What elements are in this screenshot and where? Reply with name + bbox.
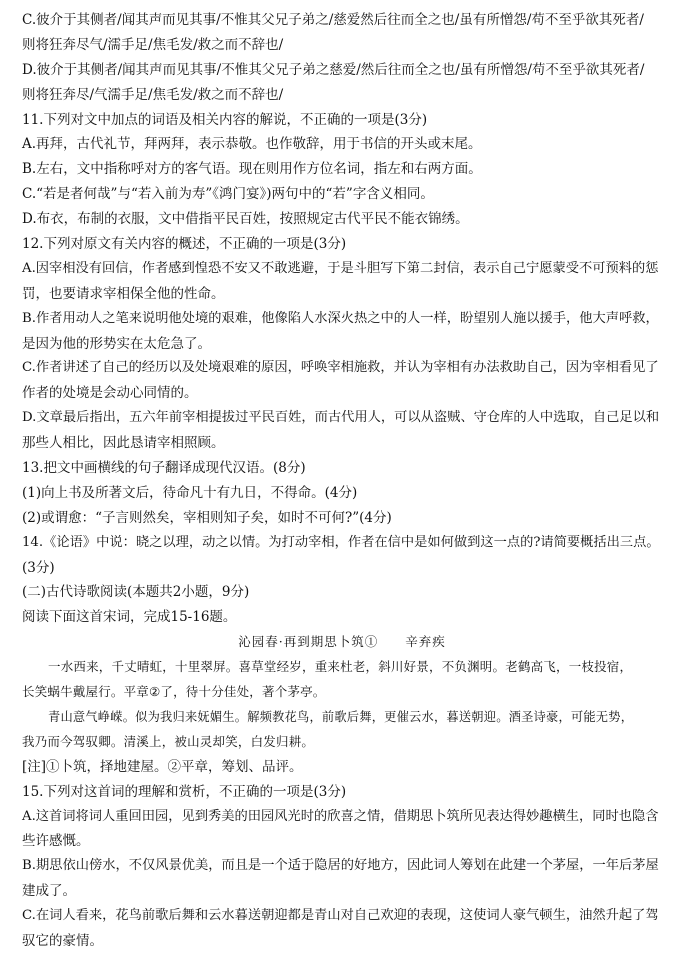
q15-option-c-line-1: C.在词人看来，花鸟前歌后舞和云水暮送朝迎都是青山对自己欢迎的表现，这使词人豪气顿生，油然升起了驾 [22,908,659,924]
question-14-stem: 14.《论语》中说：晓之以理，动之以情。为打动宰相，作者在信中是如何做到这一点的?请简要概括出三点。 [22,534,660,550]
q12-option-b-line-1: B.作者用动人之笔来说明他处境的艰难，他像陷人水深火热之中的人一样，盼望别人施以援手，他大声呼救， [22,310,659,326]
q12-option-a-line-1: A.因宰相没有回信，作者感到惶恐不安又不敢逃避，于是斗胆写下第二封信，表示自己宁愿蒙受不可预料的惩 [22,260,659,276]
q13-part-1: (1)向上书及所著文后，待命凡十有九日，不得命。(4分) [22,484,358,501]
q12-option-a-line-2: 罚，也要请求宰相保全他的性命。 [22,285,225,302]
section-heading-poetry: (二)古代诗歌阅读(本题共2小题，9分) [22,584,250,601]
q12-option-d-line-2: 那些人相比，因此恳请宰相照顾。 [22,435,225,452]
poem-stanza-2-line-1: 青山意气峥嵘。似为我归来妩媚生。解频教花鸟，前歌后舞，更催云水，暮送朝迎。酒圣诗豪，可能无势， [48,709,634,724]
question-13-stem: 13.把文中画横线的句子翻译成现代汉语。(8分) [22,460,306,477]
poem-title: 沁园春·再到期思卜筑① 辛弃疾 [238,634,446,650]
option-c-line-1: C.彼介于其侧者/闻其声而见其事/不惟其父兄子弟之/慈爱然后往而全之也/虽有所憎怨/苟不至乎欲其死者/ [22,12,644,28]
q15-option-a-line-2: 些许感慨。 [22,833,90,850]
q12-option-c-line-1: C.作者讲述了自己的经历以及处境艰难的原因，呼唤宰相施救，并认为宰相有办法救助自己，因为宰相看见了 [22,360,659,376]
q11-option-c: C.“若是者何哉”与“若入前为寿”《鸿门宴》)两句中的“若”字含义相同。 [22,186,434,203]
option-d-line-2: 则将狂奔尽/气濡手足/焦毛发/救之而不辞也/ [22,86,284,103]
q12-option-b-line-2: 是因为他的形势实在太危急了。 [22,335,211,352]
question-12-stem: 12.下列对原文有关内容的概述，不正确的一项是(3分) [22,236,347,253]
q13-part-2: (2)或谓愈：“子言则然矣，宰相则知子矣，如时不可何?”(4分) [22,509,392,526]
poem-notes: [注]①卜筑，择地建屋。②平章，筹划、品评。 [22,758,303,775]
question-14-points: (3分) [22,559,55,576]
q15-option-c-line-2: 驭它的豪情。 [22,932,103,949]
q11-option-b: B.左右，文中指称呼对方的客气语。现在则用作方位名词，指左和右两方面。 [22,161,482,178]
poetry-instruction: 阅读下面这首宋词，完成15-16题。 [22,609,237,626]
option-c-line-2: 则将狂奔尽气/濡手足/焦毛发/救之而不辞也/ [22,36,284,53]
q11-option-a: A.再拜，古代礼节，拜两拜，表示恭敬。也作敬辞，用于书信的开头或末尾。 [22,136,482,153]
option-d-line-1: D.彼介于其侧者/闻其声而见其事/不惟其父兄子弟之慈爱/然后往而全之也/虽有所憎怨/苟不至乎欲其死者/ [22,61,645,78]
q11-option-d: D.布衣，布制的衣服，文中借指平民百姓，按照规定古代平民不能衣锦绣。 [22,211,469,228]
poem-stanza-1-line-2: 长笑蜗牛戴屋行。平章②了，待十分佳处，著个茅亭。 [22,684,326,700]
question-15-stem: 15.下列对这首词的理解和赏析，不正确的一项是(3分) [22,783,347,800]
q15-option-b-line-2: 建成了。 [22,883,76,900]
poem-stanza-1-line-1: 一水西来，千丈晴虹，十里翠屏。喜草堂经岁，重来杜老，斜川好景，不负渊明。老鹤高飞，一枝投宿， [48,659,633,675]
q12-option-d-line-1: D.文章最后指出，五六年前宰相提拔过平民百姓，而古代用人，可以从盗贼、守仓库的人中选取，自己足以和 [22,410,660,426]
question-11-stem: 11.下列对文中加点的词语及相关内容的解说，不正确的一项是(3分) [22,111,428,128]
poem-stanza-2-line-2: 我乃而今驾驭卿。清溪上，被山灵却笑，白发归耕。 [22,733,315,749]
q12-option-c-line-2: 作者的处境是会动心同情的。 [22,385,198,402]
exam-page [22,8,662,954]
q15-option-b-line-1: B.期思依山傍水，不仅风景优美，而且是一个适于隐居的好地方，因此词人筹划在此建一个茅屋，一年后茅屋 [22,858,659,874]
q15-option-a-line-1: A.这首词将词人重回田园，见到秀美的田园风光时的欣喜之情，借期思卜筑所见表达得妙趣横生，同时也隐含 [22,808,659,824]
